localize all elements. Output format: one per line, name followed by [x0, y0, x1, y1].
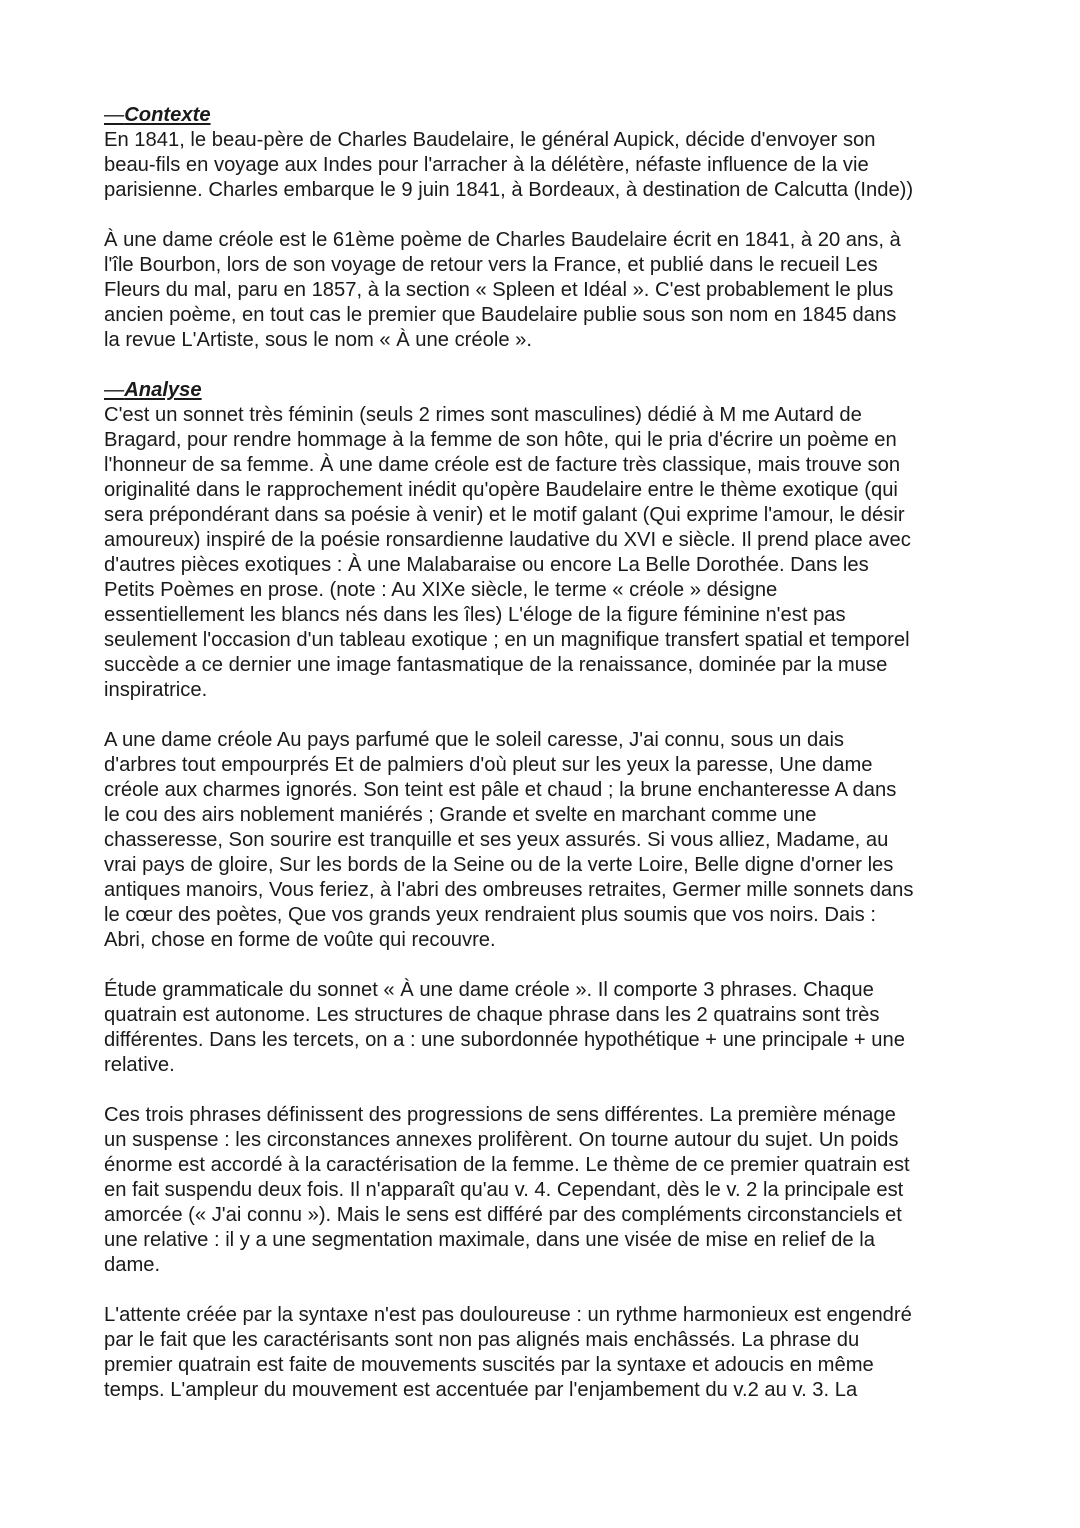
heading-text: Contexte [124, 104, 211, 126]
section-heading-contexte [104, 103, 984, 128]
document-page [104, 103, 984, 1403]
heading-dash: — [104, 379, 125, 401]
heading-text: Analyse [124, 379, 202, 401]
heading-dash: — [104, 104, 125, 126]
paragraph-progressions: Ces trois phrases définissent des progressions de sens différentes. La première ménage un suspense : les circonstances annexes prolifèrent. On tourne autour du sujet. Un poids énorme est accordé à la caractérisation de la femme. Le thème de ce premier quatrain est en fait suspendu deux fois. Il n'apparaît qu'au v. 4. Cependant, dès le v. 2 la principale est amorcée (« J'ai connu »). Mais le sens est différé par des compléments circonstanciels et une relative : il y a une segmentation maximale, dans une visée de mise en relief de la dame. [104, 1104, 910, 1276]
paragraph-rhythm: L'attente créée par la syntaxe n'est pas douloureuse : un rythme harmonieux est engendré par le fait que les caractérisants sont non pas alignés mais enchâssés. La phrase du premier quatrain est faite de mouvements suscités par la syntaxe et adoucis en même temps. L'ampleur du mouvement est accentuée par l'enjambement du v.2 au v. 3. La [104, 1304, 912, 1401]
paragraph-poem: A une dame créole Au pays parfumé que le soleil caresse, J'ai connu, sous un dais d'arbres tout empourprés Et de palmiers d'où pleut sur les yeux la paresse, Une dame créole aux charmes ignorés. Son teint est pâle et chaud ; la brune enchanteresse A dans le cou des airs noblement maniérés ; Grande et svelte en marchant comme une chasseresse, Son sourire est tranquille et ses yeux assurés. Si vous alliez, Madame, au vrai pays de gloire, Sur les bords de la Seine ou de la verte Loire, Belle digne d'orner les antiques manoirs, Vous feriez, à l'abri des ombreuses retraites, Germer mille sonnets dans le cœur des poètes, Que vos grands yeux rendraient plus soumis que vos noirs. Dais : Abri, chose en forme de voûte qui recouvre. [104, 729, 914, 951]
paragraph-grammar: Étude grammaticale du sonnet « À une dame créole ». Il comporte 3 phrases. Chaque quatrain est autonome. Les structures de chaque phrase dans les 2 quatrains sont très différentes. Dans les tercets, on a : une subordonnée hypothétique + une principale + une relative. [104, 979, 905, 1076]
paragraph-analyse-1: C'est un sonnet très féminin (seuls 2 rimes sont masculines) dédié à M me Autard de Bragard, pour rendre hommage à la femme de son hôte, qui le pria d'écrire un poème en l'honneur de sa femme. À une dame créole est de facture très classique, mais trouve son originalité dans le rapprochement inédit qu'opère Baudelaire entre le thème exotique (qui sera prépondérant dans sa poésie à venir) et le motif galant (Qui exprime l'amour, le désir amoureux) inspiré de la poésie ronsardienne laudative du XVI e siècle. Il prend place avec d'autres pièces exotiques : À une Malabaraise ou encore La Belle Dorothée. Dans les Petits Poèmes en prose. (note : Au XIXe siècle, le terme « créole » désigne essentiellement les blancs nés dans les îles) L'éloge de la figure féminine n'est pas seulement l'occasion d'un tableau exotique ; en un magnifique transfert spatial et temporel succède a ce dernier une image fantasmatique de la renaissance, dominée par la muse inspiratrice. [104, 404, 911, 701]
paragraph-contexte-1: En 1841, le beau-père de Charles Baudelaire, le général Aupick, décide d'envoyer son beau-fils en voyage aux Indes pour l'arracher à la délétère, néfaste influence de la vie parisienne. Charles embarque le 9 juin 1841, à Bordeaux, à destination de Calcutta (Inde)) [104, 129, 914, 201]
section-heading-analyse [104, 378, 984, 403]
paragraph-contexte-2: À une dame créole est le 61ème poème de Charles Baudelaire écrit en 1841, à 20 ans, à l'île Bourbon, lors de son voyage de retour vers la France, et publié dans le recueil Les Fleurs du mal, paru en 1857, à la section « Spleen et Idéal ». C'est probablement le plus ancien poème, en tout cas le premier que Baudelaire publie sous son nom en 1845 dans la revue L'Artiste, sous le nom « À une créole ». [104, 229, 901, 351]
